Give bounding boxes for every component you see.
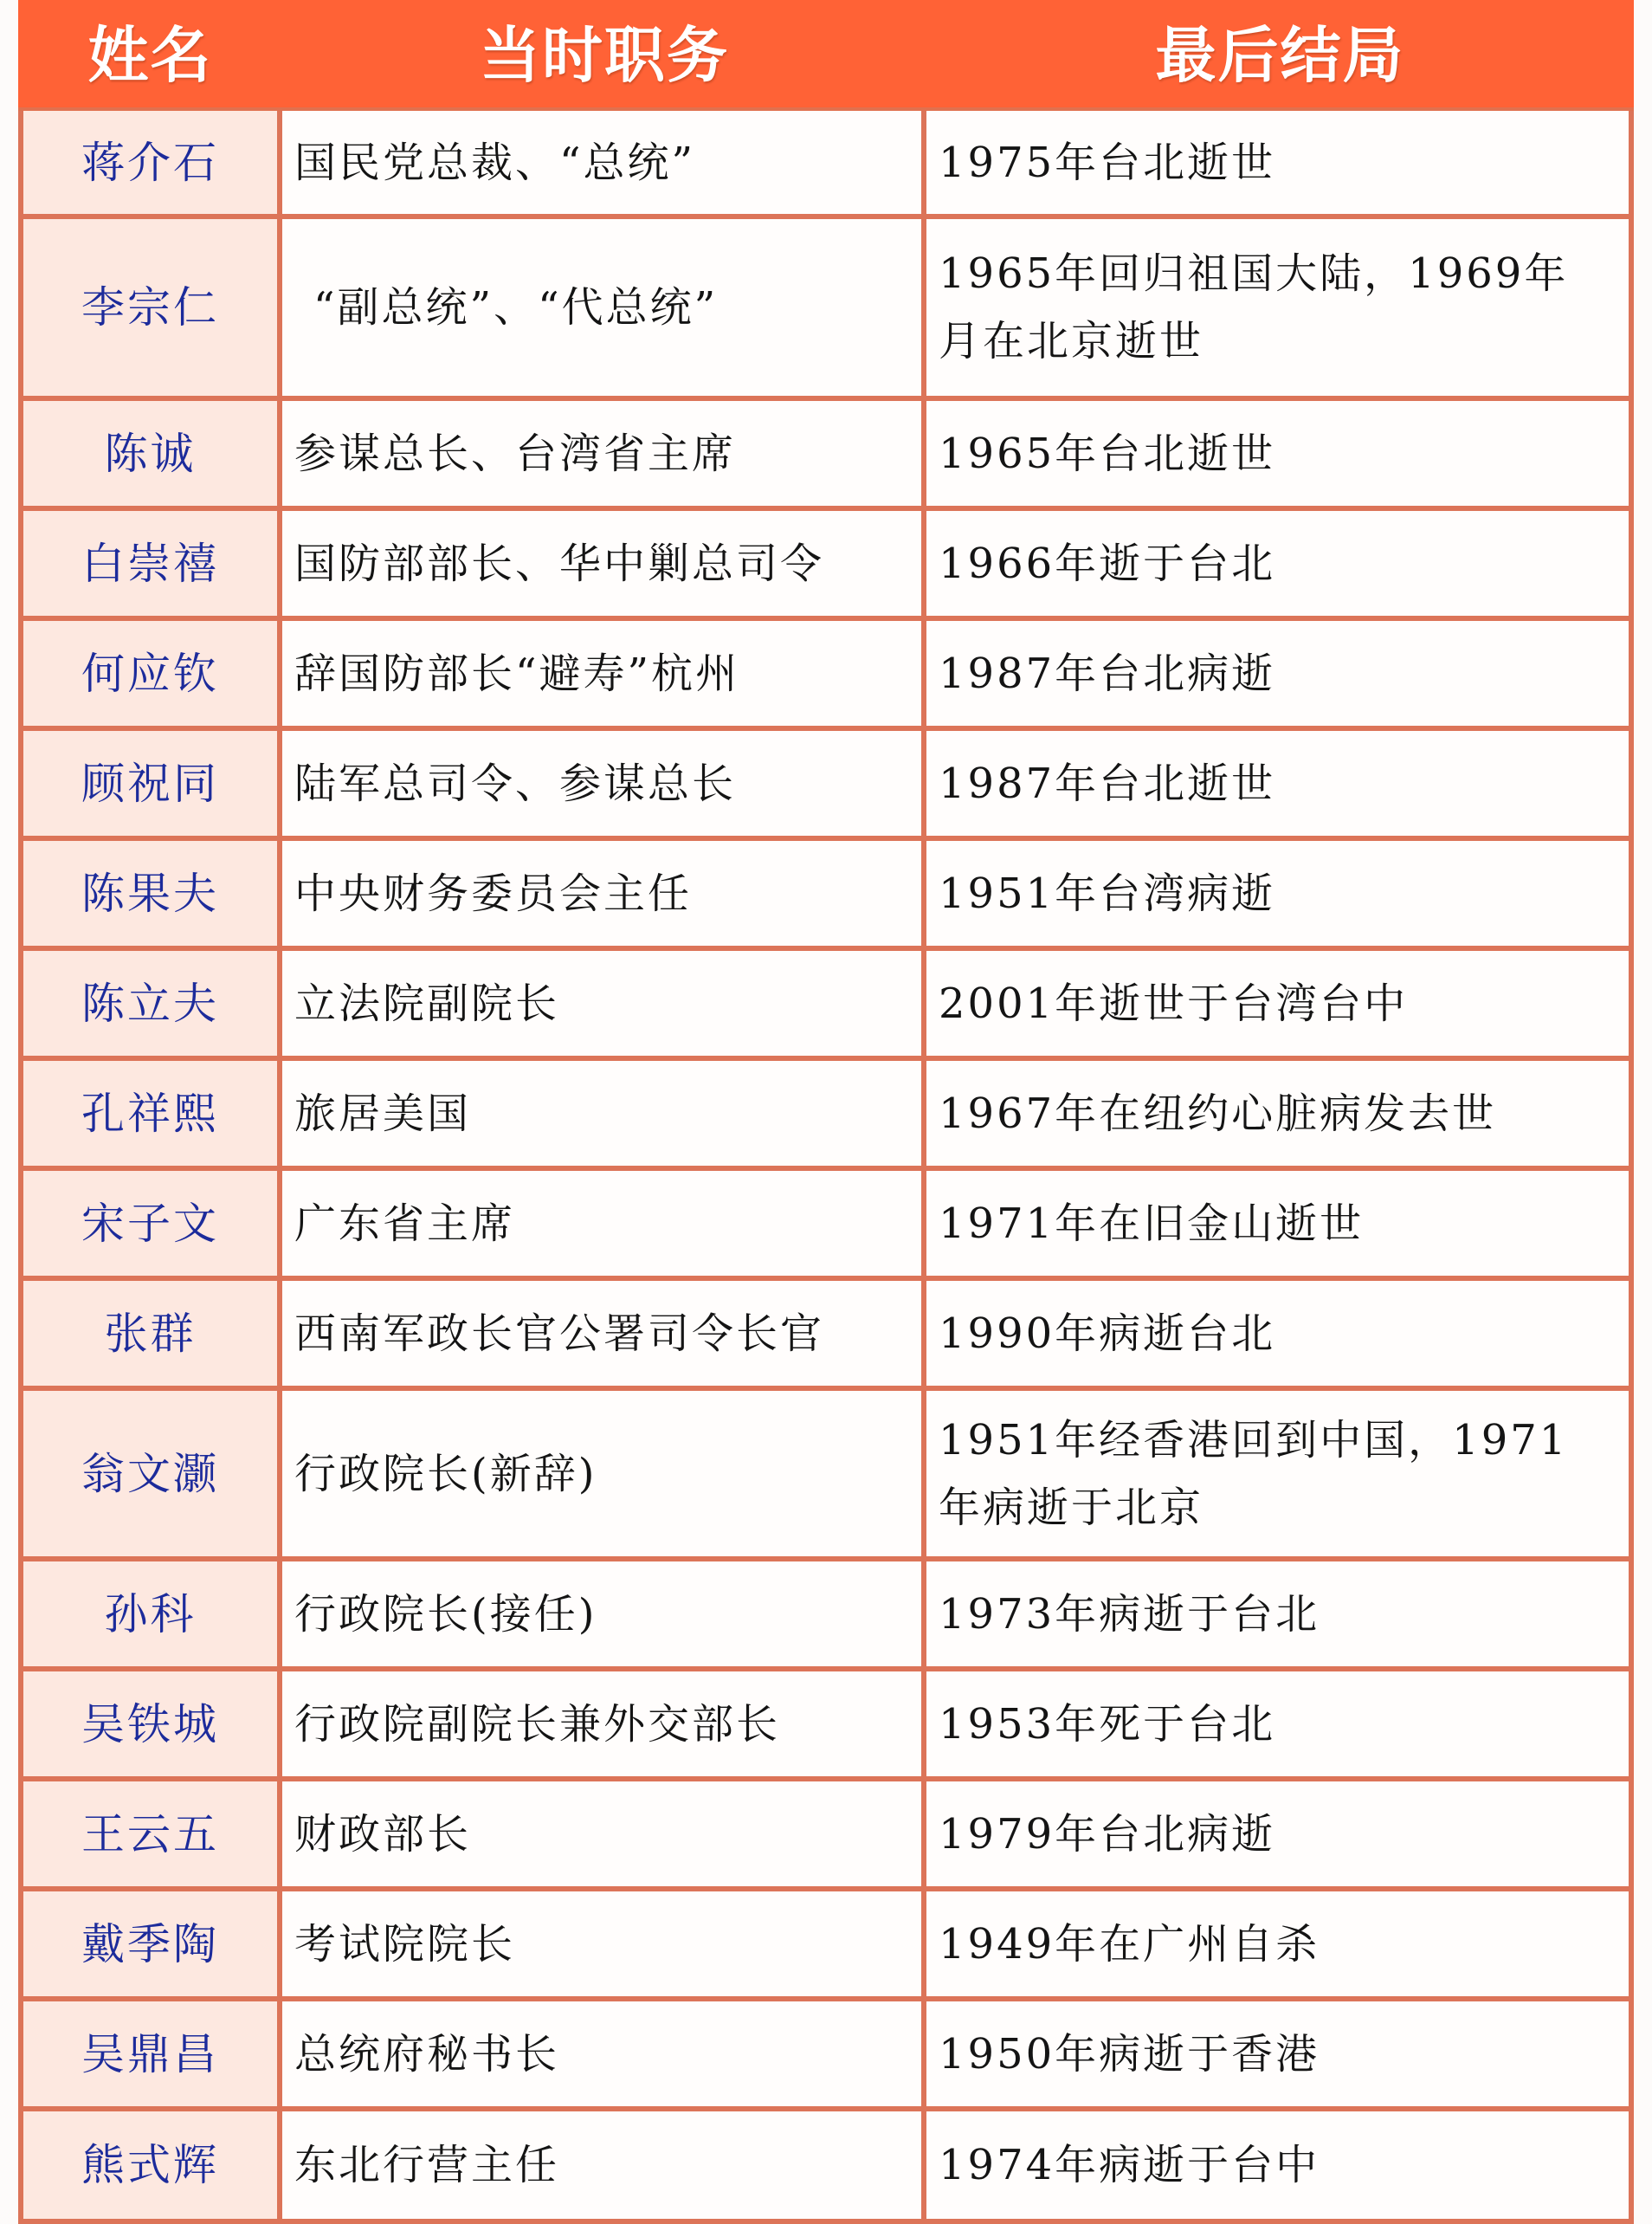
position-cell: 国防部部长、华中剿总司令 <box>282 511 926 616</box>
outcome-cell: 1975年台北逝世 <box>926 111 1634 214</box>
position-cell: 行政院长(接任) <box>282 1561 926 1666</box>
name-cell: 顾祝同 <box>18 731 282 836</box>
outcome-cell: 1966年逝于台北 <box>926 511 1634 616</box>
outcome-cell: 1950年病逝于香港 <box>926 2001 1634 2106</box>
position-cell: 财政部长 <box>282 1781 926 1886</box>
name-cell: 陈诚 <box>18 401 282 506</box>
table-row <box>18 511 1634 621</box>
name-cell: 李宗仁 <box>18 219 282 396</box>
outcome-cell: 1965年回归祖国大陆，1969年月在北京逝世 <box>926 219 1634 396</box>
table-row <box>18 731 1634 841</box>
name-cell: 陈果夫 <box>18 841 282 946</box>
table-row <box>18 111 1634 219</box>
table-row <box>18 1561 1634 1671</box>
table-row <box>18 1891 1634 2001</box>
name-cell: 蒋介石 <box>18 111 282 214</box>
name-cell: 翁文灏 <box>18 1391 282 1556</box>
outcome-cell: 1953年死于台北 <box>926 1671 1634 1776</box>
table-row <box>18 951 1634 1061</box>
outcome-cell: 1951年经香港回到中国，1971年病逝于北京 <box>926 1391 1634 1556</box>
name-cell: 陈立夫 <box>18 951 282 1056</box>
position-cell: 西南军政长官公署司令长官 <box>282 1281 926 1386</box>
name-cell: 戴季陶 <box>18 1891 282 1996</box>
position-cell: “副总统”、“代总统” <box>282 219 926 396</box>
name-cell: 宋子文 <box>18 1171 282 1276</box>
position-cell: 国民党总裁、“总统” <box>282 111 926 214</box>
outcome-cell: 1987年台北病逝 <box>926 621 1634 726</box>
header-position: 当时职务 <box>480 19 729 91</box>
table-row <box>18 621 1634 731</box>
outcome-cell: 1967年在纽约心脏病发去世 <box>926 1061 1634 1166</box>
position-cell: 总统府秘书长 <box>282 2001 926 2106</box>
table-row <box>18 1781 1634 1891</box>
outcome-cell: 1973年病逝于台北 <box>926 1561 1634 1666</box>
outcome-cell: 1987年台北逝世 <box>926 731 1634 836</box>
position-cell: 立法院副院长 <box>282 951 926 1056</box>
outcome-cell: 1990年病逝台北 <box>926 1281 1634 1386</box>
name-cell: 吴鼎昌 <box>18 2001 282 2106</box>
name-cell: 白崇禧 <box>18 511 282 616</box>
name-cell: 熊式辉 <box>18 2111 282 2219</box>
position-cell: 旅居美国 <box>282 1061 926 1166</box>
header-outcome: 最后结局 <box>1155 19 1405 91</box>
name-cell: 王云五 <box>18 1781 282 1886</box>
table-row <box>18 219 1634 401</box>
position-cell: 参谋总长、台湾省主席 <box>282 401 926 506</box>
name-cell: 何应钦 <box>18 621 282 726</box>
table-row <box>18 401 1634 511</box>
name-cell: 孙科 <box>18 1561 282 1666</box>
table-row <box>18 841 1634 951</box>
table-row <box>18 2001 1634 2111</box>
table-row <box>18 2111 1634 2224</box>
position-cell: 中央财务委员会主任 <box>282 841 926 946</box>
position-cell: 行政院副院长兼外交部长 <box>282 1671 926 1776</box>
outcome-cell: 1965年台北逝世 <box>926 401 1634 506</box>
table-row <box>18 1171 1634 1281</box>
position-cell: 陆军总司令、参谋总长 <box>282 731 926 836</box>
outcome-cell: 1951年台湾病逝 <box>926 841 1634 946</box>
outcome-cell: 1974年病逝于台中 <box>926 2111 1634 2219</box>
table-header-row <box>18 0 1634 111</box>
position-cell: 行政院长(新辞) <box>282 1391 926 1556</box>
outcome-cell: 1949年在广州自杀 <box>926 1891 1634 1996</box>
name-cell: 张群 <box>18 1281 282 1386</box>
outcome-cell: 1979年台北病逝 <box>926 1781 1634 1886</box>
position-cell: 辞国防部长“避寿”杭州 <box>282 621 926 726</box>
name-cell: 吴铁城 <box>18 1671 282 1776</box>
officials-table <box>18 0 1634 2224</box>
table-row <box>18 1281 1634 1391</box>
table-row <box>18 1671 1634 1781</box>
name-cell: 孔祥熙 <box>18 1061 282 1166</box>
header-name: 姓名 <box>87 19 213 91</box>
table-row <box>18 1391 1634 1561</box>
table-row <box>18 1061 1634 1171</box>
position-cell: 广东省主席 <box>282 1171 926 1276</box>
position-cell: 考试院院长 <box>282 1891 926 1996</box>
position-cell: 东北行营主任 <box>282 2111 926 2219</box>
outcome-cell: 2001年逝世于台湾台中 <box>926 951 1634 1056</box>
outcome-cell: 1971年在旧金山逝世 <box>926 1171 1634 1276</box>
